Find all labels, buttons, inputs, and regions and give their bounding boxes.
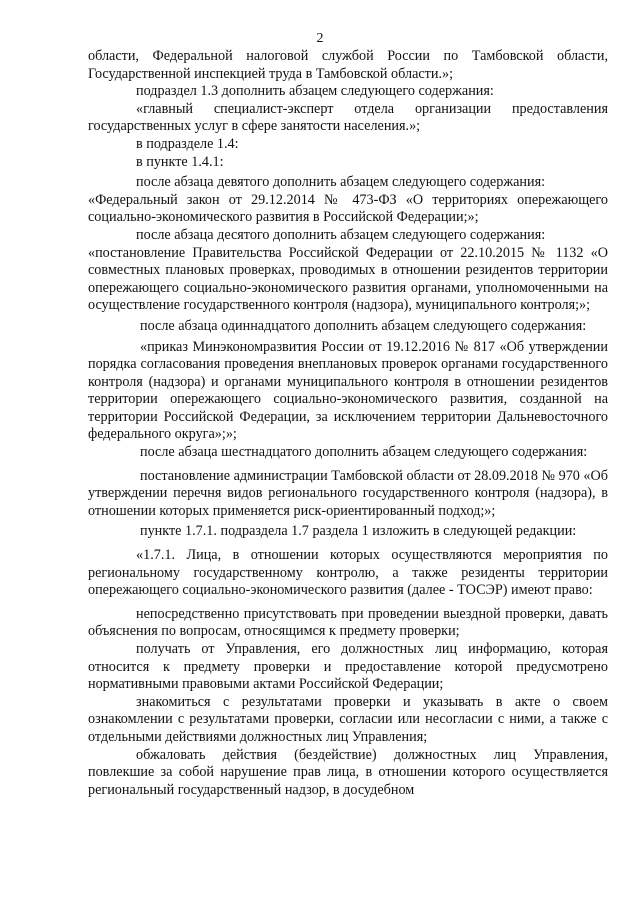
paragraph: подраздел 1.3 дополнить абзацем следующего содержания: xyxy=(136,83,494,100)
paragraph: после абзаца девятого дополнить абзацем следующего содержания: xyxy=(136,174,546,191)
page-number: 2 xyxy=(316,31,324,46)
paragraph: пункте 1.7.1. подраздела 1.7 раздела 1 изложить в следующей редакции: xyxy=(140,523,577,540)
paragraph: в подразделе 1.4: xyxy=(136,135,239,152)
paragraph: знакомиться с результатами проверки и указывать в акте о своем ознакомлении с результатами проверки, согласии или несогласии с ними, а также с отдельными действиями должностных лиц Управления; xyxy=(88,693,608,745)
paragraph: «постановление Правительства Российской Федерации от 22.10.2015 № 1132 «О совместных плановых проверках, проводимых в отношении резидентов территории опережающего социально-экономического развития органами, уполномоченными на осуществление государственного контроля (надзора), муниципального контроля;»; xyxy=(88,244,608,314)
paragraph: области, Федеральной налоговой службой России по Тамбовской области, Государственной инспекцией труда в Тамбовской области.»; xyxy=(88,48,608,82)
paragraph: «главный специалист-эксперт отдела организации предоставления государственных услуг в сфере занятости населения.»; xyxy=(88,100,608,135)
paragraph: «1.7.1. Лица, в отношении которых осуществляются мероприятия по региональному государственному контролю, а также резиденты территории опережающего социально-экономического развития (далее - ТОСЭР) имеют право: xyxy=(88,547,608,599)
paragraph: постановление администрации Тамбовской области от 28.09.2018 № 970 «Об утверждении перечня видов регионального государственного контроля (надзора), в отношении которых применяется риск-ориентированный подход;»; xyxy=(88,467,608,519)
paragraph: в пункте 1.4.1: xyxy=(136,153,224,170)
paragraph: «приказ Минэкономразвития России от 19.12.2016 № 817 «Об утверждении порядка согласования проведения внеплановых проверок органами государственного контроля (надзора) и органами муниципального контроля в отношении резидентов территории опережающего социально-экономического развития, созданной на территории Российской Федерации, за исключением территории Дальневосточного федерального округа»;»; xyxy=(88,338,608,443)
paragraph: после абзаца одиннадцатого дополнить абзацем следующего содержания: xyxy=(140,317,587,334)
paragraph: после абзаца шестнадцатого дополнить абзацем следующего содержания: xyxy=(140,444,588,461)
paragraph: обжаловать действия (бездействие) должностных лиц Управления, повлекшие за собой нарушение прав лица, в отношении которого осуществляется региональный государственный надзор, в досудебном xyxy=(88,746,608,798)
paragraph: получать от Управления, его должностных лиц информацию, которая относится к предмету проверки и предоставление которой предусмотрено нормативными правовыми актами Российской Федерации; xyxy=(88,641,608,693)
paragraph: «Федеральный закон от 29.12.2014 № 473-ФЗ «О территориях опережающего социально-экономического развития в Российской Федерации;»; xyxy=(88,191,608,226)
document-body xyxy=(88,48,608,799)
paragraph: после абзаца десятого дополнить абзацем следующего содержания: xyxy=(136,226,546,243)
paragraph: непосредственно присутствовать при проведении выездной проверки, давать объяснения по вопросам, относящимся к предмету проверки; xyxy=(88,605,608,640)
